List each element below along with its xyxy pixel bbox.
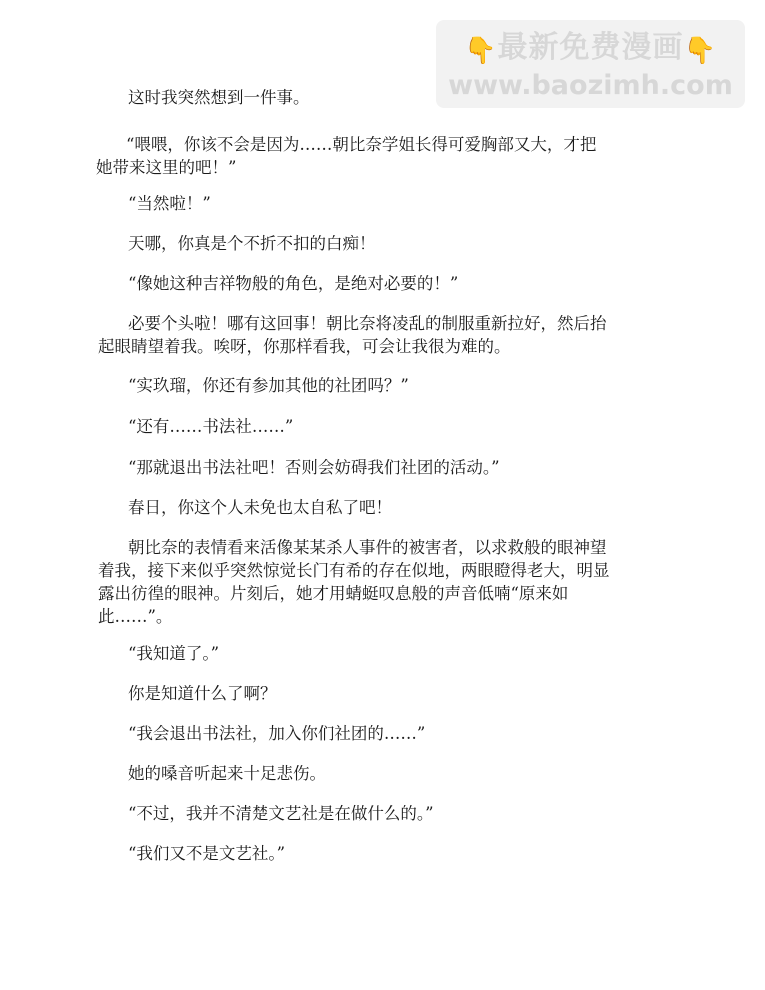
paragraph-line: 露出彷徨的眼神。片刻后，她才用蜻蜓叹息般的声音低喃“原来如 bbox=[98, 584, 569, 603]
paragraph bbox=[128, 722, 425, 745]
paragraph-line: 她的嗓音听起来十足悲伤。 bbox=[128, 764, 326, 783]
paragraph-line: 此……”。 bbox=[98, 607, 173, 626]
watermark-banner bbox=[436, 20, 745, 108]
paragraph-line: “实玖瑠，你还有参加其他的社团吗？” bbox=[128, 376, 409, 395]
paragraph bbox=[128, 456, 500, 479]
paragraph-line: 着我，接下来似乎突然惊觉长门有希的存在似地，两眼瞪得老大，明显 bbox=[98, 561, 610, 580]
paragraph-line: 天哪，你真是个不折不扣的白痴！ bbox=[128, 234, 376, 253]
paragraph bbox=[128, 192, 211, 215]
paragraph-line: “当然啦！” bbox=[128, 194, 211, 213]
paragraph-line: “喂喂，你该不会是因为……朝比奈学姐长得可爱胸部又大，才把 bbox=[126, 135, 597, 154]
paragraph bbox=[128, 374, 409, 397]
paragraph-line: 春日，你这个人未免也太自私了吧！ bbox=[128, 498, 392, 517]
paragraph bbox=[128, 762, 326, 785]
watermark-url: www.baozimh.com bbox=[448, 70, 733, 101]
paragraph bbox=[128, 415, 293, 438]
paragraph-line: 你是知道什么了啊？ bbox=[128, 684, 277, 703]
paragraph bbox=[98, 536, 610, 628]
watermark-title-text: 最新免费漫画 bbox=[497, 30, 684, 65]
paragraph-line: 起眼睛望着我。唉呀，你那样看我，可会让我很为难的。 bbox=[98, 337, 511, 356]
paragraph bbox=[128, 842, 285, 865]
paragraph-line: “我们又不是文艺社。” bbox=[128, 844, 286, 863]
paragraph-line: “还有……书法社……” bbox=[128, 417, 294, 436]
paragraph-line: 她带来这里的吧！” bbox=[96, 158, 237, 177]
paragraph-line: 朝比奈的表情看来活像某某杀人事件的被害者，以求救般的眼神望 bbox=[128, 538, 607, 557]
paragraph-line: “我知道了。” bbox=[128, 644, 220, 663]
paragraph-line: “像她这种吉祥物般的角色，是绝对必要的！” bbox=[128, 274, 459, 293]
paragraph-line: “不过，我并不清楚文艺社是在做什么的。” bbox=[128, 804, 434, 823]
paragraph bbox=[98, 312, 607, 358]
watermark-title bbox=[436, 30, 745, 69]
paragraph-line: “我会退出书法社，加入你们社团的……” bbox=[128, 724, 426, 743]
paragraph bbox=[128, 232, 376, 255]
paragraph bbox=[96, 133, 666, 179]
paragraph bbox=[128, 642, 219, 665]
paragraph-line: 这时我突然想到一件事。 bbox=[128, 88, 310, 107]
paragraph-line: 必要个头啦！哪有这回事！朝比奈将凌乱的制服重新拉好，然后抬 bbox=[128, 314, 607, 333]
pointing-down-hand-icon: 👇 bbox=[683, 36, 717, 66]
paragraph-line: “那就退出书法社吧！否则会妨碍我们社团的活动。” bbox=[128, 458, 500, 477]
paragraph bbox=[128, 802, 434, 825]
pointing-down-hand-icon: 👇 bbox=[464, 36, 498, 66]
paragraph bbox=[128, 682, 277, 705]
paragraph bbox=[128, 496, 392, 519]
paragraph bbox=[128, 272, 458, 295]
paragraph bbox=[128, 86, 310, 109]
